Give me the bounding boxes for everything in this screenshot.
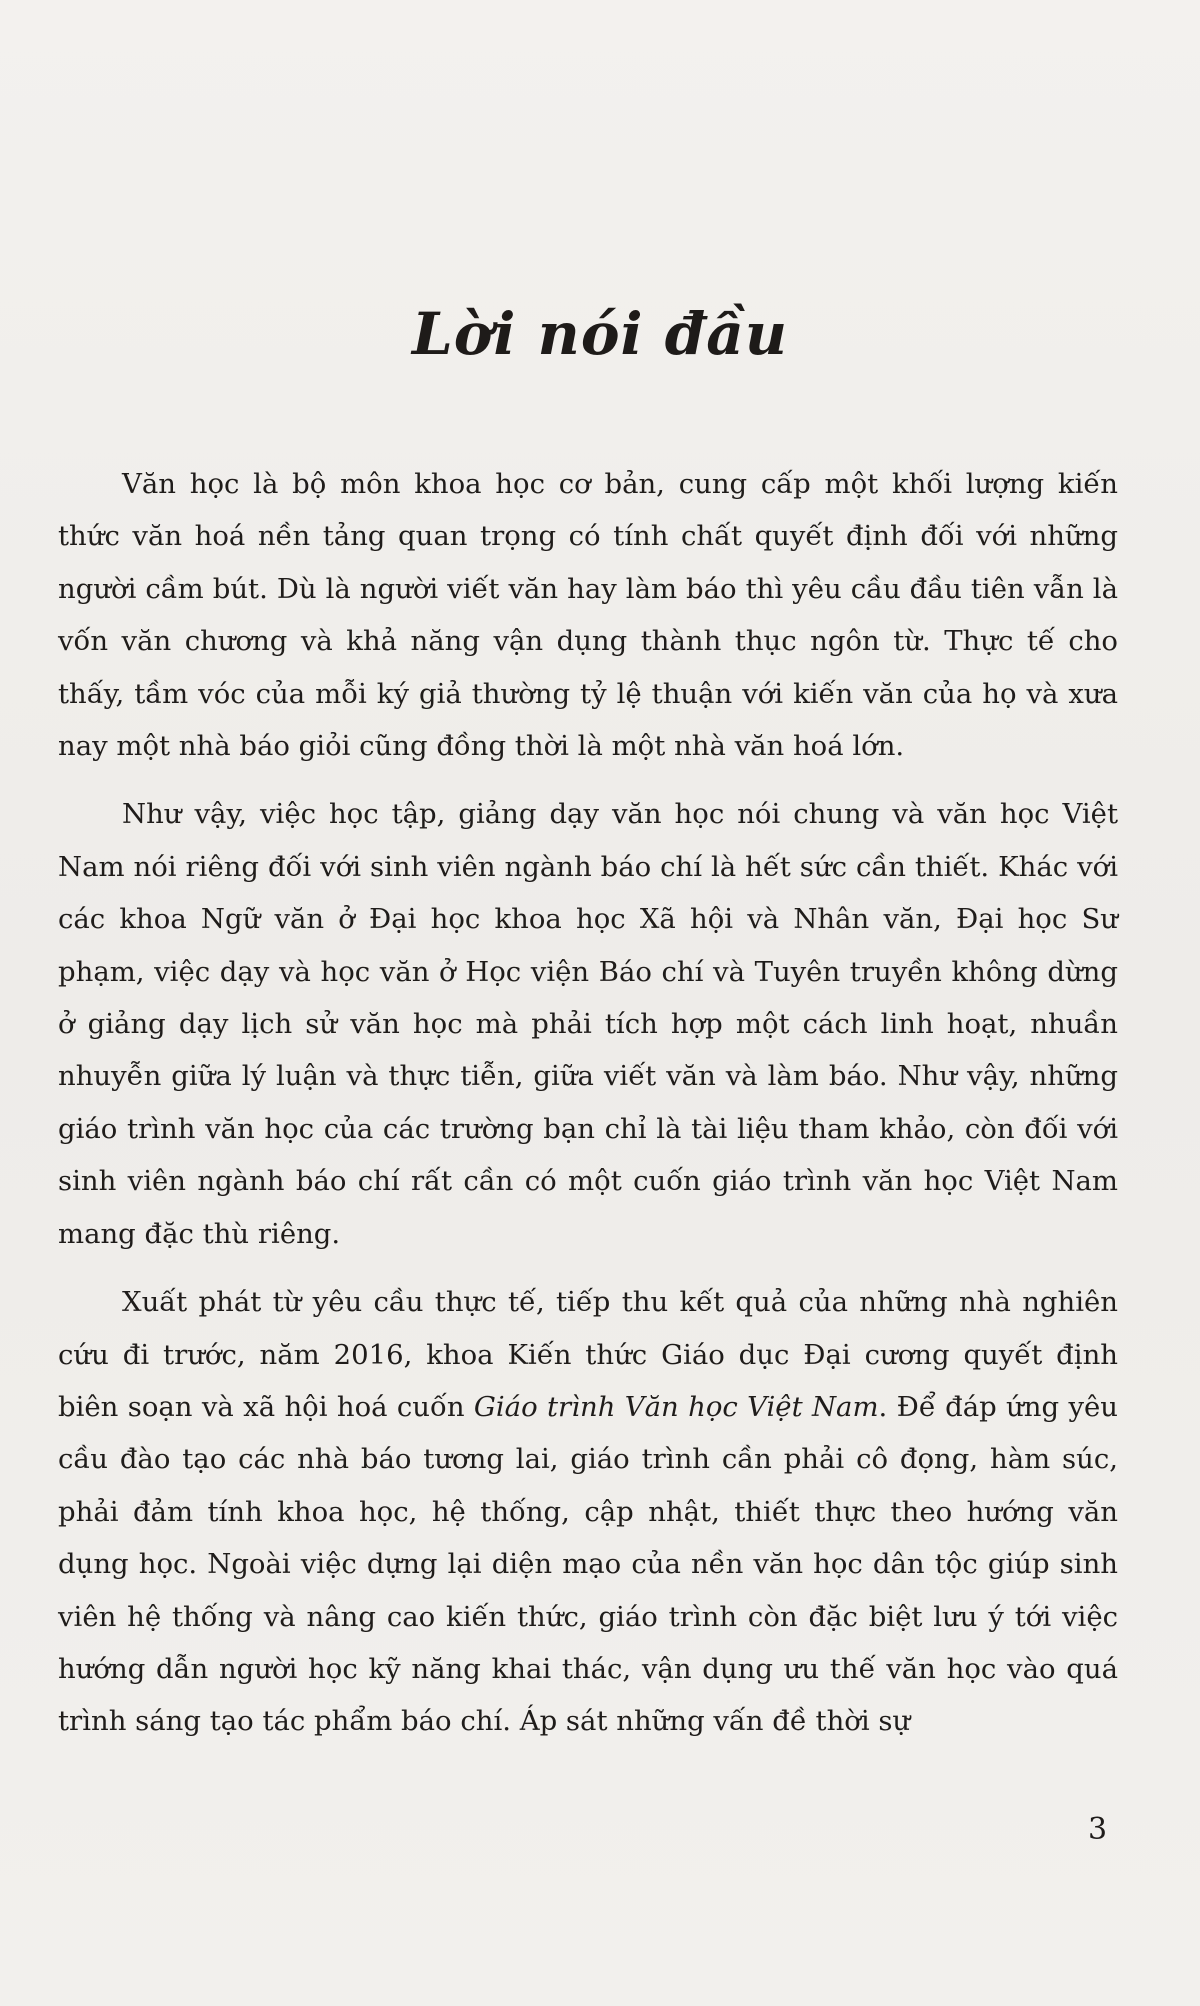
- page-number: 3: [1088, 1812, 1108, 1847]
- paragraph-3-text-start: Xuất phát từ yêu cầu thực tế, tiếp thu kết quả của những nhà nghiên cứu đi trước, năm 2016, khoa Kiến thức Giáo dục Đại cương quyết định biên soạn và xã hội hoá cuốn: [58, 1286, 1118, 1423]
- page-title: Lời nói đầu: [411, 300, 789, 368]
- paragraph-3-text-end: . Để đáp ứng yêu cầu đào tạo các nhà báo tương lai, giáo trình cần phải cô đọng, hàm súc, phải đảm tính khoa học, hệ thống, cập nhật, thiết thực theo hướng văn dụng học. Ngoài việc dựng lại diện mạo của nền văn học dân tộc giúp sinh viên hệ thống và nâng cao kiến thức, giáo trình còn đặc biệt lưu ý tới việc hướng dẫn người học kỹ năng khai thác, vận dụng ưu thế văn học vào quá trình sáng tạo tác phẩm báo chí. Áp sát những vấn đề thời sự: [58, 1390, 1118, 1738]
- paragraph-3: [58, 1276, 1118, 1748]
- book-title-italic: Giáo trình Văn học Việt Nam: [473, 1390, 879, 1423]
- paragraph-1: Văn học là bộ môn khoa học cơ bản, cung cấp một khối lượng kiến thức văn hoá nền tảng quan trọng có tính chất quyết định đối với những người cầm bút. Dù là người viết văn hay làm báo thì yêu cầu đầu tiên vẫn là vốn văn chương và khả năng vận dụng thành thục ngôn từ. Thực tế cho thấy, tầm vóc của mỗi ký giả thường tỷ lệ thuận với kiến văn của họ và xưa nay một nhà báo giỏi cũng đồng thời là một nhà văn hoá lớn.: [58, 468, 1118, 763]
- paragraph-2: Như vậy, việc học tập, giảng dạy văn học nói chung và văn học Việt Nam nói riêng đối với sinh viên ngành báo chí là hết sức cần thiết. Khác với các khoa Ngữ văn ở Đại học khoa học Xã hội và Nhân văn, Đại học Sư phạm, việc dạy và học văn ở Học viện Báo chí và Tuyên truyền không dừng ở giảng dạy lịch sử văn học mà phải tích hợp một cách linh hoạt, nhuần nhuyễn giữa lý luận và thực tiễn, giữa viết văn và làm báo. Như vậy, những giáo trình văn học của các trường bạn chỉ là tài liệu tham khảo, còn đối với sinh viên ngành báo chí rất cần có một cuốn giáo trình văn học Việt Nam mang đặc thù riêng.: [58, 798, 1118, 1250]
- body-text: [58, 458, 1118, 1748]
